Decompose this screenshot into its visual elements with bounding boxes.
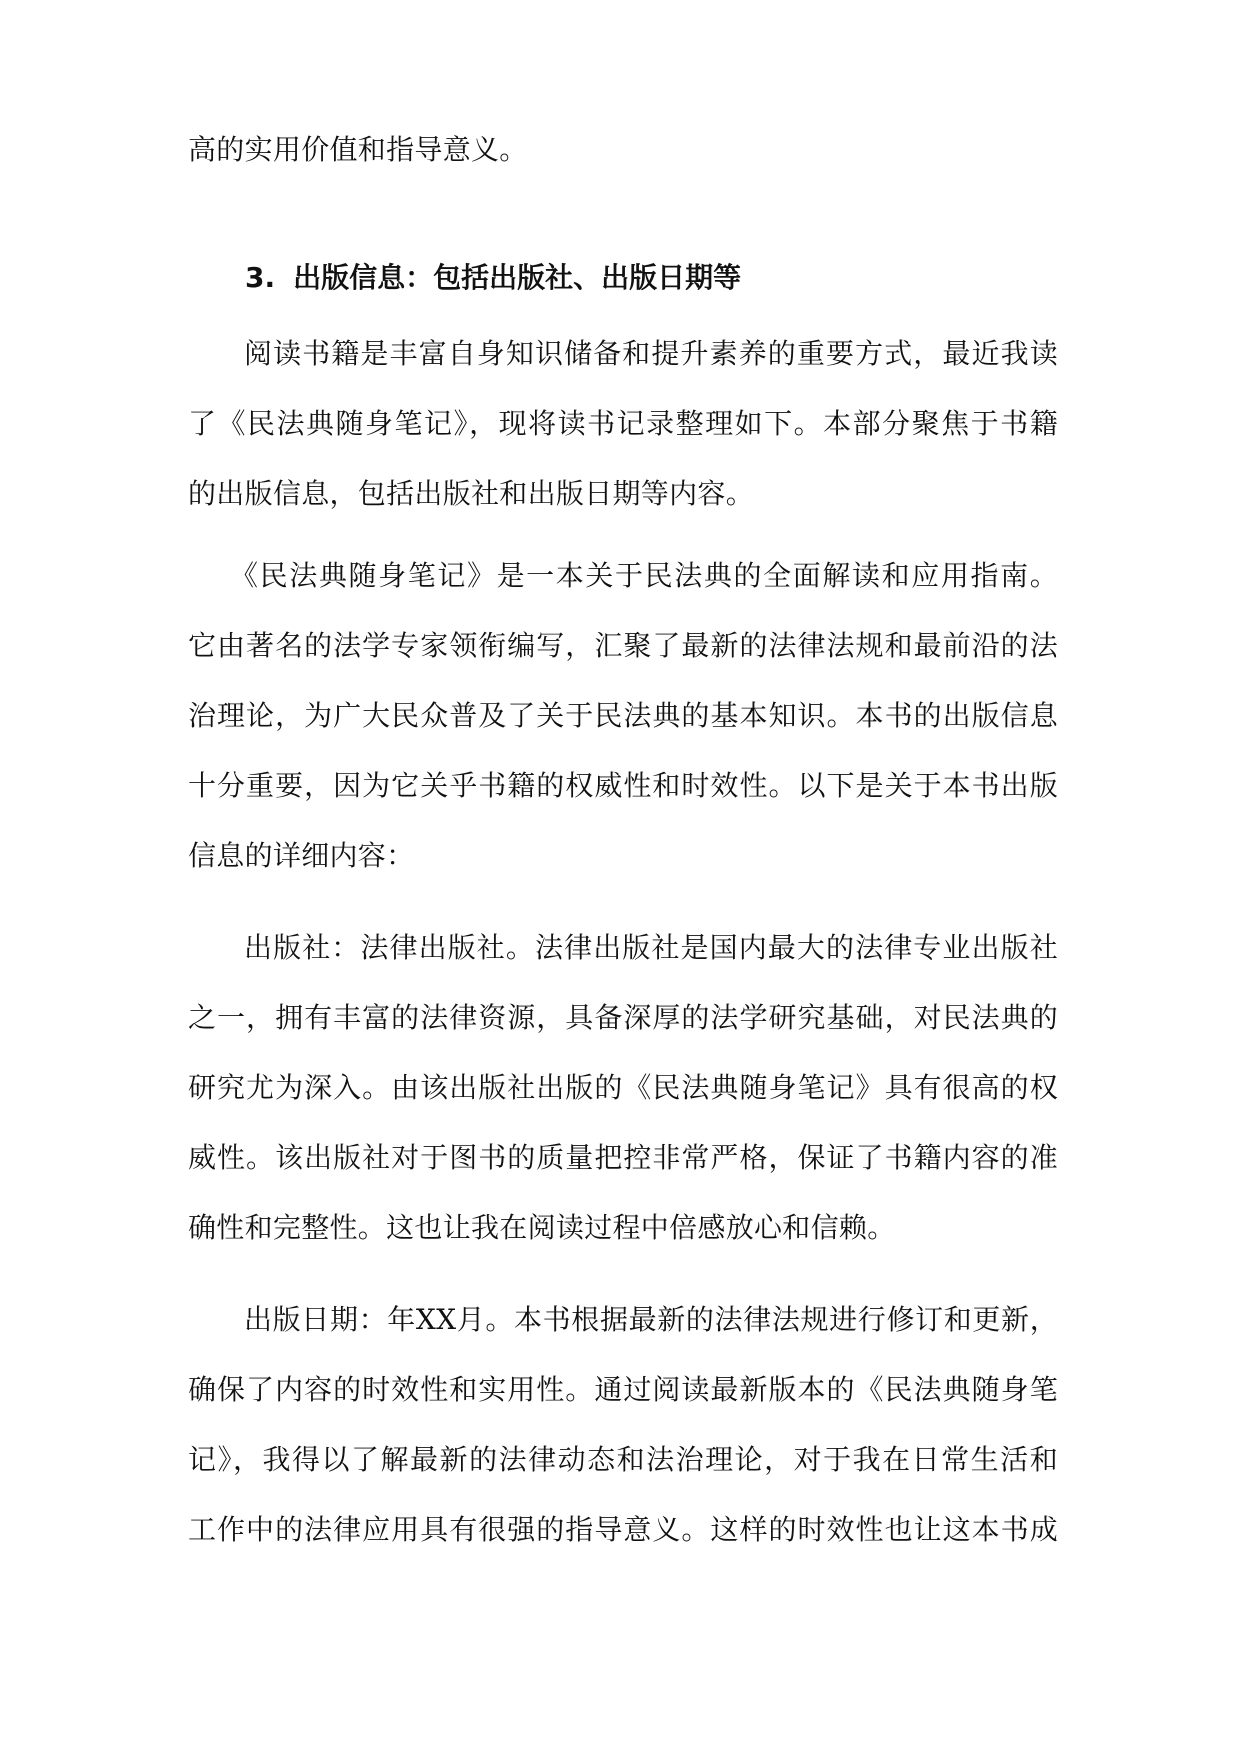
text-line: 治理论，为广大民众普及了关于民法典的基本知识。本书的出版信息 xyxy=(188,699,1058,732)
text-line: 十分重要，因为它关乎书籍的权威性和时效性。以下是关于本书出版 xyxy=(188,769,1058,802)
text-line: 确性和完整性。这也让我在阅读过程中倍感放心和信赖。 xyxy=(188,1211,896,1244)
text-line: 之一，拥有丰富的法律资源，具备深厚的法学研究基础，对民法典的 xyxy=(188,1001,1058,1034)
text-line: 的出版信息，包括出版社和出版日期等内容。 xyxy=(188,477,755,510)
text-line: 《民法典随身笔记》是一本关于民法典的全面解读和应用指南。 xyxy=(230,559,1058,592)
text-line: 出版社：法律出版社。法律出版社是国内最大的法律专业出版社 xyxy=(244,931,1058,964)
section-number: 3. xyxy=(245,261,276,294)
text-line: 了《民法典随身笔记》，现将读书记录整理如下。本部分聚焦于书籍 xyxy=(188,407,1058,440)
text-line: 信息的详细内容： xyxy=(188,839,415,872)
text-line: 阅读书籍是丰富自身知识储备和提升素养的重要方式，最近我读 xyxy=(244,337,1058,370)
text-line: 高的实用价值和指导意义。 xyxy=(188,133,528,166)
text-line: 威性。该出版社对于图书的质量把控非常严格，保证了书籍内容的准 xyxy=(188,1141,1058,1174)
text-line: 记》，我得以了解最新的法律动态和法治理论，对于我在日常生活和 xyxy=(188,1443,1058,1476)
section-title: 出版信息：包括出版社、出版日期等 xyxy=(293,261,742,294)
text-line: 工作中的法律应用具有很强的指导意义。这样的时效性也让这本书成 xyxy=(188,1513,1058,1546)
text-line: 确保了内容的时效性和实用性。通过阅读最新版本的《民法典随身笔 xyxy=(188,1373,1058,1406)
text-line: 研究尤为深入。由该出版社出版的《民法典随身笔记》具有很高的权 xyxy=(188,1071,1058,1104)
text-line: 出版日期：年XX月。本书根据最新的法律法规进行修订和更新， xyxy=(244,1303,1058,1336)
text-line: 它由著名的法学专家领衔编写，汇聚了最新的法律法规和最前沿的法 xyxy=(188,629,1058,662)
section-heading xyxy=(245,258,741,298)
